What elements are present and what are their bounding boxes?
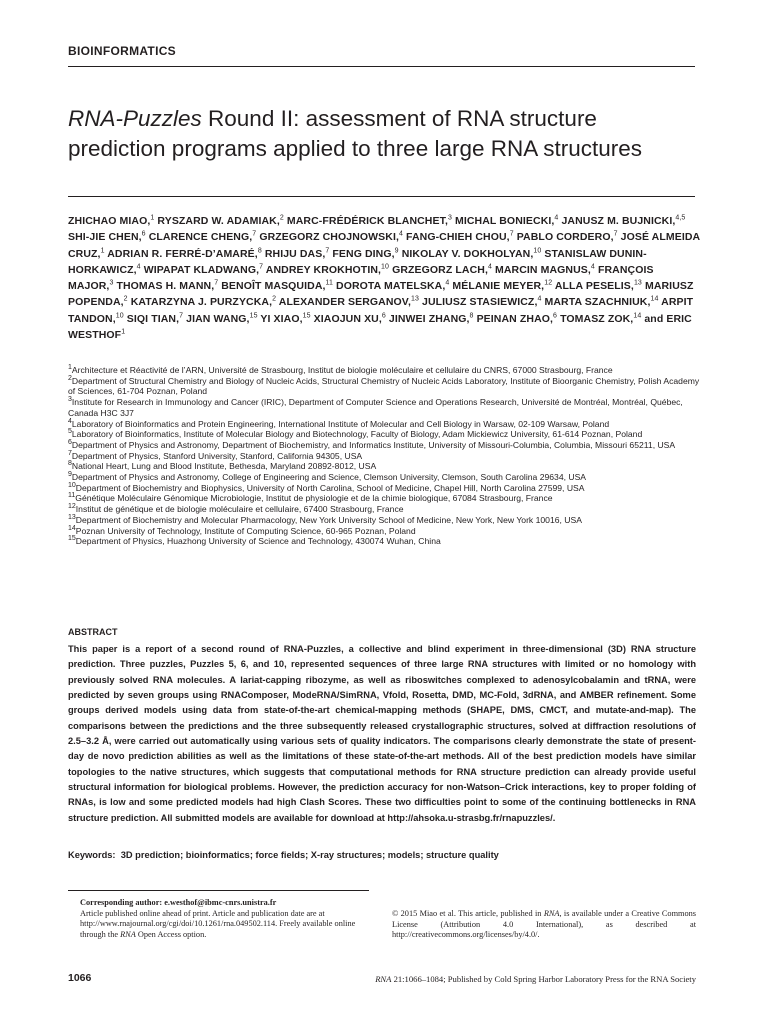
author-name: THOMAS H. MANN, <box>116 280 215 293</box>
author-affiliation-mark: 7 <box>613 230 618 238</box>
article-info <box>68 909 372 941</box>
affiliation <box>68 493 700 504</box>
author-name: SIQI TIAN, <box>126 312 180 325</box>
author-name: MÉLANIE MEYER, <box>452 280 545 293</box>
author-name: ANDREY KROKHOTIN, <box>265 263 382 276</box>
author-affiliation-mark: 4 <box>590 263 595 271</box>
section-label: BIOINFORMATICS <box>68 44 176 58</box>
paper-title <box>68 104 695 164</box>
affiliation-number: 14 <box>68 524 76 532</box>
author-affiliation-mark: 6 <box>553 312 558 320</box>
author-name: WIPAPAT KLADWANG, <box>143 263 260 276</box>
author-affiliation-mark: 8 <box>469 312 474 320</box>
citation-text: 21:1066–1084; Published by Cold Spring Harbor Laboratory Press for the RNA Society <box>391 974 696 984</box>
author-name: JANUSZ M. BUJNICKI, <box>561 215 676 227</box>
affiliation <box>68 419 700 430</box>
author-name: ALEXANDER SERGANOV, <box>278 296 411 309</box>
author-name: JINWEI ZHANG, <box>388 312 470 325</box>
author-name: ZHICHAO MIAO, <box>68 215 151 227</box>
affiliation-number: 9 <box>68 471 72 479</box>
affiliation-text: Department of Biochemistry and Biophysics, University of North Carolina, School of Medicine, Chapel Hill, North Carolina 27599, USA <box>75 482 585 493</box>
license-note <box>392 909 696 941</box>
affiliation-number: 11 <box>68 492 76 500</box>
affiliation-text: Génétique Moléculaire Génomique Microbiologie, Institut de physiologie et de la chimie biologique, 67084 Strasbourg, France <box>75 493 553 504</box>
affiliation-text: Department of Physics, Huazhong University of Science and Technology, 430074 Wuhan, China <box>75 536 441 547</box>
affiliation-number: 5 <box>68 428 72 436</box>
author-affiliation-mark: 2 <box>123 295 128 303</box>
author-name: MARTA SZACHNIUK, <box>544 296 651 309</box>
footnote-rule <box>68 890 369 891</box>
author-affiliation-mark: 10 <box>381 263 390 271</box>
affiliation-number: 12 <box>68 503 76 511</box>
affiliation-number: 13 <box>68 513 76 521</box>
affiliation-number: 6 <box>68 439 72 447</box>
title-rule <box>68 196 695 197</box>
affiliation-number: 8 <box>68 460 72 468</box>
author-name: JIAN WANG, <box>186 312 250 325</box>
corresponding-author: Corresponding author: e.westhof@ibmc-cnrs.unistra.fr <box>80 898 277 907</box>
affiliation <box>68 440 700 451</box>
author-affiliation-mark: 4 <box>445 279 450 287</box>
author-name: ADRIAN R. FERRÉ-D’AMARÉ, <box>107 247 258 260</box>
author-name: MICHAL BONIECKI, <box>455 215 555 227</box>
abstract-heading: ABSTRACT <box>68 627 118 637</box>
author-affiliation-mark: 11 <box>325 279 333 287</box>
affiliation-text: Laboratory of Bioinformatics, Institute of Molecular Biology and Biotechnology, Faculty of Biology, Adam Mickiewicz University, 61-614 Poznan, Poland <box>71 429 643 440</box>
affiliation <box>68 526 700 537</box>
author-name: MARC-FRÉDÉRICK BLANCHET, <box>286 215 448 227</box>
license-journal: RNA <box>543 909 560 918</box>
journal-citation <box>375 974 696 984</box>
abstract-text: This paper is a report of a second round of RNA-Puzzles, a collective and blind experiment in three-dimensional (3D) RNA structure prediction. Three puzzles, Puzzles 5, 6, and 10, represented sequences of three large RNA structures with limited or no homology with previously solved RNA molecules. A lariat-capping ribozyme, as well as riboswitches complexed to adenosylcobalamin and tRNA, were predicted by seven groups using RNAComposer, ModeRNA/SimRNA, Vfold, Rosetta, DMD, MC-Fold, 3dRNA, and AMBER refinement. Some groups derived models using data from state-of-the-art chemical-mapping methods (SHAPE, DMS, CMCT, and mutate-and-map). The comparisons between the predictions and the three subsequently released crystallographic structures, solved at diffraction resolutions of 2.5–3.2 Å, were carried out automatically using various sets of quality indicators. The comparisons clearly demonstrate the state of present-day de novo prediction abilities as well as the limitations of these state-of-the-art methods. All of the best prediction models have similar topologies to the native structures, which suggests that computational methods for RNA structure prediction can already provide useful structural information for biological problems. However, the prediction accuracy for non-Watson–Crick interactions, key to proper folding of RNAs, is low and some predicted models had high Clash Scores. These two difficulties point to some of the continuing bottlenecks in RNA structure prediction. All submitted models are available for download at http://ahsoka.u-strasbg.fr/rnapuzzles/. <box>68 644 696 823</box>
author-affiliation-mark: 1 <box>150 214 155 222</box>
affiliation-text: National Heart, Lung and Blood Institute, Bethesda, Maryland 20892-8012, USA <box>71 461 377 472</box>
author-affiliation-mark: 15 <box>302 312 311 320</box>
license-text: © 2015 Miao et al. This article, published in <box>392 909 544 918</box>
author-name: RHIJU DAS, <box>264 247 326 260</box>
affiliation-number: 15 <box>68 535 76 543</box>
author-affiliation-mark: 4 <box>487 263 492 271</box>
affiliation <box>68 536 700 547</box>
author-affiliation-mark: 7 <box>214 279 219 287</box>
keywords <box>68 850 696 860</box>
author-affiliation-mark: 7 <box>509 230 514 238</box>
author-affiliation-mark: 1 <box>121 328 126 336</box>
author-affiliation-mark: 3 <box>447 214 452 222</box>
affiliation <box>68 483 700 494</box>
author-name: ARPIT TANDON, <box>68 296 694 325</box>
author-name: JOSÉ ALMEIDA CRUZ, <box>68 231 700 260</box>
author-list <box>68 213 700 343</box>
affiliation-text: Department of Physics and Astronomy, Department of Biochemistry, and Informatics Institute, University of Missouri-Columbia, Columbia, Missouri 65211, USA <box>71 439 676 450</box>
author-name: FRANÇOIS MAJOR, <box>68 263 654 293</box>
affiliation <box>68 365 700 376</box>
author-name: PABLO CORDERO, <box>516 231 614 244</box>
author-affiliation-mark: 10 <box>533 247 542 255</box>
author-name: RYSZARD W. ADAMIAK, <box>157 215 280 227</box>
affiliation <box>68 472 700 483</box>
author-name: FANG-CHIEH CHOU, <box>406 231 510 244</box>
affiliation <box>68 515 700 526</box>
header-rule <box>68 66 695 67</box>
page-number: 1066 <box>68 972 92 984</box>
author-name: XIAOJUN XU, <box>313 312 382 325</box>
author-name: DOROTA MATELSKA, <box>336 280 446 293</box>
affiliation-text: Laboratory of Bioinformatics and Protein Engineering, International Institute of Molecular and Cell Biology in Warsaw, 02-109 Warsaw, Poland <box>71 418 610 429</box>
affiliation-text: Institut de génétique et de biologie moléculaire et cellulaire, 67400 Strasbourg, France <box>75 504 404 515</box>
affiliation-text: Department of Structural Chemistry and Biology of Nucleic Acids, Structural Chemistry of Nucleic Acids Laboratory, Institute of Bioorganic Chemistry, Polish Academy of Sciences, 61-704 Poznan, Poland <box>68 375 700 397</box>
author-affiliation-mark: 14 <box>650 295 659 303</box>
footnote-left <box>68 898 372 940</box>
affiliation-text: Poznan University of Technology, Institute of Computing Science, 60-965 Poznan, Poland <box>75 525 416 536</box>
title-rest: Round II: assessment of RNA structure prediction programs applied to three large RNA structures <box>68 106 643 161</box>
affiliation <box>68 461 700 472</box>
affiliation-number: 1 <box>68 364 72 372</box>
author-affiliation-mark: 4 <box>537 295 542 303</box>
author-affiliation-mark: 4,5 <box>675 214 686 222</box>
author-affiliation-mark: 10 <box>115 312 124 320</box>
affiliation-text: Architecture et Réactivité de l’ARN, Université de Strasbourg, Institut de biologie moléculaire et cellulaire du CNRS, 67000 Strasbourg, France <box>71 365 613 375</box>
author-affiliation-mark: 1 <box>100 247 105 255</box>
author-affiliation-mark: 7 <box>259 263 264 271</box>
article-info-suffix: Open Access option. <box>135 929 207 939</box>
author-affiliation-mark: 9 <box>394 247 399 255</box>
author-affiliation-mark: 13 <box>410 295 419 303</box>
author-name: ALLA PESELIS, <box>554 280 634 293</box>
author-name: YI XIAO, <box>260 312 303 325</box>
affiliation-text: Department of Biochemistry and Molecular Pharmacology, New York University School of Medicine, New York, New York 10016, USA <box>75 514 582 525</box>
affiliation <box>68 451 700 462</box>
article-info-journal: RNA <box>120 929 136 939</box>
author-affiliation-mark: 6 <box>381 312 386 320</box>
author-affiliation-mark: 7 <box>252 230 257 238</box>
journal-name: RNA <box>375 974 392 984</box>
author-name: FENG DING, <box>332 247 395 260</box>
author-affiliation-mark: 12 <box>544 279 553 287</box>
author-name: GRZEGORZ LACH, <box>392 263 488 276</box>
author-affiliation-mark: 8 <box>257 247 262 255</box>
author-name: BENOÎT MASQUIDA, <box>221 280 326 293</box>
author-name: TOMASZ ZOK, <box>560 312 634 325</box>
affiliation <box>68 504 700 515</box>
author-name: and ERIC WESTHOF <box>68 312 692 342</box>
author-affiliation-mark: 4 <box>136 263 141 271</box>
author-name: STANISLAW DUNIN-HORKAWICZ, <box>68 247 647 276</box>
author-affiliation-mark: 13 <box>633 279 642 287</box>
author-name: KATARZYNA J. PURZYCKA, <box>130 296 273 309</box>
author-name: SHI-JIE CHEN, <box>68 231 142 244</box>
author-affiliation-mark: 14 <box>633 312 642 320</box>
author-name: MARCIN MAGNUS, <box>495 263 591 276</box>
affiliation-number: 3 <box>68 396 72 404</box>
affiliation-text: Department of Physics and Astronomy, College of Engineering and Science, Clemson University, Clemson, South Carolina 29634, USA <box>71 472 587 483</box>
author-name: PEINAN ZHAO, <box>476 312 554 325</box>
keywords-text: 3D prediction; bioinformatics; force fields; X-ray structures; models; structure quality <box>120 850 499 860</box>
author-affiliation-mark: 2 <box>272 295 277 303</box>
license-suffix: , is available under a Creative Commons License (Attribution 4.0 International), as described at http://creativecommons.org/licenses/by/4.0/. <box>392 909 697 939</box>
author-affiliation-mark: 3 <box>109 279 114 287</box>
author-affiliation-mark: 15 <box>249 312 258 320</box>
author-affiliation-mark: 7 <box>179 312 184 320</box>
author-affiliation-mark: 2 <box>279 214 284 222</box>
affiliation-number: 2 <box>68 374 72 382</box>
author-affiliation-mark: 4 <box>398 230 403 238</box>
affiliation-text: Institute for Research in Immunology and Cancer (IRIC), Department of Computer Science and Operations Research, Université de Montréal, Montréal, Québec, Canada H3C 3J7 <box>68 397 683 418</box>
keywords-label: Keywords: <box>68 850 116 860</box>
author-affiliation-mark: 4 <box>554 214 559 222</box>
author-name: CLARENCE CHENG, <box>148 231 253 244</box>
affiliation <box>68 376 700 397</box>
author-name: GRZEGORZ CHOJNOWSKI, <box>259 231 399 244</box>
author-name: JULIUSZ STASIEWICZ, <box>422 296 538 309</box>
article-info-text: Article published online ahead of print. Article and publication date are at http://www.rnajournal.org/cgi/doi/10.1261/rna.049502.114. Freely available online through the <box>80 908 356 939</box>
title-italic: RNA-Puzzles <box>68 106 202 131</box>
affiliation-text: Department of Physics, Stanford University, Stanford, California 94305, USA <box>71 450 363 461</box>
author-name: NIKOLAY V. DOKHOLYAN, <box>401 247 534 260</box>
author-affiliation-mark: 7 <box>325 247 330 255</box>
affiliation-list <box>68 365 700 547</box>
affiliation <box>68 429 700 440</box>
author-affiliation-mark: 6 <box>141 230 146 238</box>
affiliation-number: 10 <box>68 481 76 489</box>
affiliation <box>68 397 700 418</box>
affiliation-number: 4 <box>68 417 72 425</box>
author-name: MARIUSZ POPENDA, <box>68 280 694 309</box>
affiliation-number: 7 <box>68 449 72 457</box>
